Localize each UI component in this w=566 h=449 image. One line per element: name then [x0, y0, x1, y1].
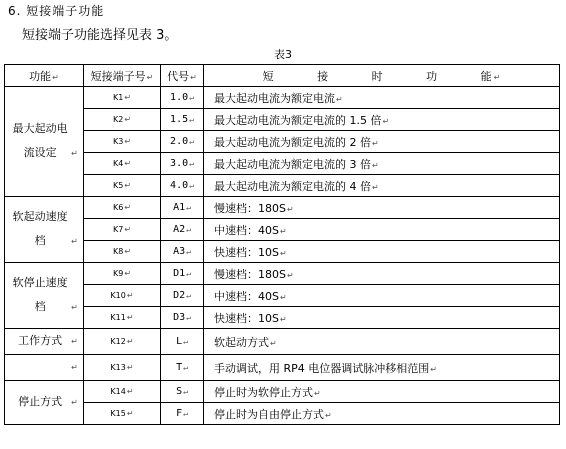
code-cell: [161, 403, 204, 425]
paragraph-mark: ↵: [189, 115, 194, 124]
paragraph-mark: ↵: [183, 337, 188, 346]
terminal-cell: [84, 87, 161, 109]
function-cell: [5, 355, 84, 381]
terminal-cell: [84, 241, 161, 263]
terminal-cell-text: K10: [110, 291, 126, 300]
function-cell: [5, 197, 84, 263]
paragraph-mark: ↵: [430, 364, 437, 374]
paragraph-mark: ↵: [382, 116, 390, 126]
paragraph-mark: ↵: [186, 225, 191, 234]
paragraph-mark: ↵: [286, 204, 294, 214]
table-caption: 表3: [274, 48, 292, 61]
terminal-cell-text: K2: [112, 115, 124, 124]
terminal-cell-text: K6: [112, 203, 124, 212]
description-cell: [204, 87, 560, 109]
paragraph-mark: ↵: [186, 313, 191, 322]
terminal-cell-text: K9: [112, 269, 124, 278]
code-cell-text: T: [176, 362, 183, 373]
paragraph-mark: ↵: [71, 337, 78, 346]
description-cell-text: 最大起动电流为额定电流的 1.5 倍: [214, 113, 382, 127]
paragraph-mark: ↵: [126, 337, 134, 346]
paragraph-mark: ↵: [124, 115, 132, 124]
table-row: [5, 381, 560, 403]
function-label: 停止方式: [18, 395, 63, 408]
description-cell: [204, 131, 560, 153]
paragraph-mark: ↵: [270, 338, 277, 348]
code-cell: [161, 307, 204, 329]
paragraph-mark: ↵: [279, 248, 287, 258]
description-cell-text: 最大起动电流为额定电流的 4 倍: [214, 179, 371, 193]
terminal-cell: [84, 381, 161, 403]
paragraph-mark: ↵: [126, 291, 134, 300]
terminal-cell-text: K5: [112, 181, 124, 190]
paragraph-mark: ↵: [314, 388, 321, 398]
code-cell: [161, 219, 204, 241]
terminal-function-table: [4, 64, 560, 425]
paragraph-mark: ↵: [71, 363, 78, 372]
paragraph-mark: ↵: [183, 409, 188, 418]
paragraph-mark: ↵: [325, 410, 332, 420]
paragraph-mark: ↵: [124, 181, 132, 190]
paragraph-mark: ↵: [336, 94, 343, 104]
terminal-cell-text: K15: [110, 409, 126, 418]
paragraph-mark: ↵: [279, 314, 287, 324]
paragraph-mark: ↵: [372, 160, 379, 170]
intro-text: 短接端子功能选择见表 3。: [22, 28, 178, 43]
table-row: [5, 175, 560, 197]
table-row: [5, 285, 560, 307]
terminal-cell: [84, 219, 161, 241]
paragraph-mark: ↵: [279, 226, 287, 236]
terminal-cell-text: K8: [112, 247, 124, 256]
table-row: [5, 87, 560, 109]
terminal-cell-text: K1: [112, 93, 124, 102]
description-cell: [204, 285, 560, 307]
code-cell: [161, 381, 204, 403]
description-cell: [204, 355, 560, 381]
description-cell-text: 慢速档：180S: [214, 267, 286, 281]
code-cell: [161, 197, 204, 219]
code-cell-text: D2: [173, 290, 186, 301]
paragraph-mark: ↵: [71, 237, 78, 246]
code-cell: [161, 285, 204, 307]
table-row: [5, 329, 560, 355]
function-label: 软起动速度档: [12, 210, 68, 247]
terminal-cell: [84, 109, 161, 131]
paragraph-mark: ↵: [186, 291, 191, 300]
table-header-row: [5, 65, 560, 87]
function-cell: [5, 87, 84, 197]
terminal-cell: [84, 403, 161, 425]
description-cell-text: 中速档：40S: [214, 223, 279, 237]
code-cell-text: F: [176, 408, 183, 419]
table-row: [5, 219, 560, 241]
code-cell: [161, 109, 204, 131]
table-row: [5, 241, 560, 263]
code-cell-text: 3.0: [170, 158, 189, 169]
code-cell-text: 4.0: [170, 180, 189, 191]
table-body: [5, 87, 560, 425]
paragraph-mark: ↵: [372, 138, 379, 148]
terminal-cell-text: K7: [112, 225, 124, 234]
terminal-cell-text: K12: [110, 337, 126, 346]
code-cell: [161, 329, 204, 355]
description-cell-text: 停止时为软停止方式: [214, 385, 313, 399]
description-cell-text: 软起动方式: [214, 335, 269, 349]
terminal-cell: [84, 285, 161, 307]
code-cell-text: 2.0: [170, 136, 189, 147]
paragraph-mark: ↵: [124, 225, 132, 234]
code-cell-text: D3: [173, 312, 186, 323]
paragraph-mark: ↵: [126, 313, 134, 322]
table-row: [5, 197, 560, 219]
description-cell: [204, 263, 560, 285]
description-cell: [204, 241, 560, 263]
paragraph-mark: ↵: [124, 93, 132, 102]
code-cell: [161, 355, 204, 381]
table-row: [5, 153, 560, 175]
description-cell-text: 最大起动电流为额定电流的 2 倍: [214, 135, 371, 149]
function-cell: [5, 263, 84, 329]
description-cell-text: 手动调试，用 RP4 电位器调试脉冲移相范围: [214, 361, 430, 375]
code-cell: [161, 87, 204, 109]
terminal-cell: [84, 131, 161, 153]
paragraph-mark: ↵: [124, 269, 132, 278]
table-row: [5, 131, 560, 153]
description-cell: [204, 307, 560, 329]
code-cell-text: 1.0: [170, 92, 189, 103]
terminal-cell-text: K3: [112, 137, 124, 146]
terminal-cell: [84, 263, 161, 285]
terminal-cell: [84, 197, 161, 219]
header-code: 代号↵: [161, 65, 204, 87]
description-cell: [204, 329, 560, 355]
description-cell-text: 快速档：10S: [214, 311, 279, 325]
table-row: [5, 403, 560, 425]
paragraph-mark: ↵: [71, 149, 78, 158]
description-cell-text: 停止时为自由停止方式: [214, 407, 324, 421]
code-cell-text: A2: [173, 224, 186, 235]
header-terminal: 短接端子号↵: [84, 65, 161, 87]
code-cell-text: S: [176, 386, 183, 397]
code-cell: [161, 153, 204, 175]
function-cell: [5, 329, 84, 355]
description-cell: [204, 175, 560, 197]
description-cell: [204, 381, 560, 403]
paragraph-mark: ↵: [186, 269, 191, 278]
function-cell: [5, 381, 84, 425]
paragraph-mark: ↵: [126, 363, 134, 372]
paragraph-mark: ↵: [286, 270, 294, 280]
code-cell-text: L: [176, 336, 183, 347]
paragraph-mark: ↵: [126, 387, 134, 396]
description-cell: [204, 153, 560, 175]
description-cell: [204, 109, 560, 131]
description-cell-text: 慢速档：180S: [214, 201, 286, 215]
paragraph-mark: ↵: [71, 303, 78, 312]
function-label: 软停止速度档: [12, 276, 68, 313]
table-row: [5, 263, 560, 285]
paragraph-mark: ↵: [189, 93, 194, 102]
description-cell: [204, 219, 560, 241]
function-label: 工作方式: [18, 334, 63, 347]
paragraph-mark: ↵: [189, 137, 194, 146]
paragraph-mark: ↵: [279, 292, 287, 302]
table-row: [5, 307, 560, 329]
terminal-cell-text: K11: [110, 313, 126, 322]
description-cell-text: 中速档：40S: [214, 289, 279, 303]
header-description: 短 接 时 功 能↵: [204, 65, 560, 87]
paragraph-mark: ↵: [186, 203, 191, 212]
terminal-cell-text: K13: [110, 363, 126, 372]
code-cell: [161, 131, 204, 153]
code-cell-text: 1.5: [170, 114, 189, 125]
code-cell-text: D1: [173, 268, 186, 279]
terminal-cell: [84, 329, 161, 355]
paragraph-mark: ↵: [124, 159, 132, 168]
paragraph-mark: ↵: [183, 363, 188, 372]
table-row: [5, 355, 560, 381]
description-cell: [204, 197, 560, 219]
code-cell: [161, 175, 204, 197]
paragraph-mark: ↵: [186, 247, 191, 256]
terminal-cell: [84, 355, 161, 381]
section-heading: 6. 短接端子功能: [8, 4, 105, 18]
paragraph-mark: ↵: [124, 203, 132, 212]
code-cell: [161, 241, 204, 263]
code-cell-text: A3: [173, 246, 186, 257]
paragraph-mark: ↵: [126, 409, 134, 418]
paragraph-mark: ↵: [189, 159, 194, 168]
description-cell-text: 快速档：10S: [214, 245, 279, 259]
code-cell-text: A1: [173, 202, 186, 213]
terminal-cell-text: K4: [112, 159, 124, 168]
function-label: 最大起动电流设定: [12, 122, 68, 159]
paragraph-mark: ↵: [183, 387, 188, 396]
table-row: [5, 109, 560, 131]
terminal-cell: [84, 307, 161, 329]
terminal-cell-text: K14: [110, 387, 126, 396]
paragraph-mark: ↵: [124, 247, 132, 256]
paragraph-mark: ↵: [124, 137, 132, 146]
header-function: 功能↵: [5, 65, 84, 87]
description-cell-text: 最大起动电流为额定电流: [214, 91, 335, 105]
description-cell-text: 最大起动电流为额定电流的 3 倍: [214, 157, 371, 171]
paragraph-mark: ↵: [372, 182, 379, 192]
terminal-cell: [84, 175, 161, 197]
code-cell: [161, 263, 204, 285]
paragraph-mark: ↵: [189, 181, 194, 190]
paragraph-mark: ↵: [71, 398, 78, 407]
terminal-cell: [84, 153, 161, 175]
description-cell: [204, 403, 560, 425]
